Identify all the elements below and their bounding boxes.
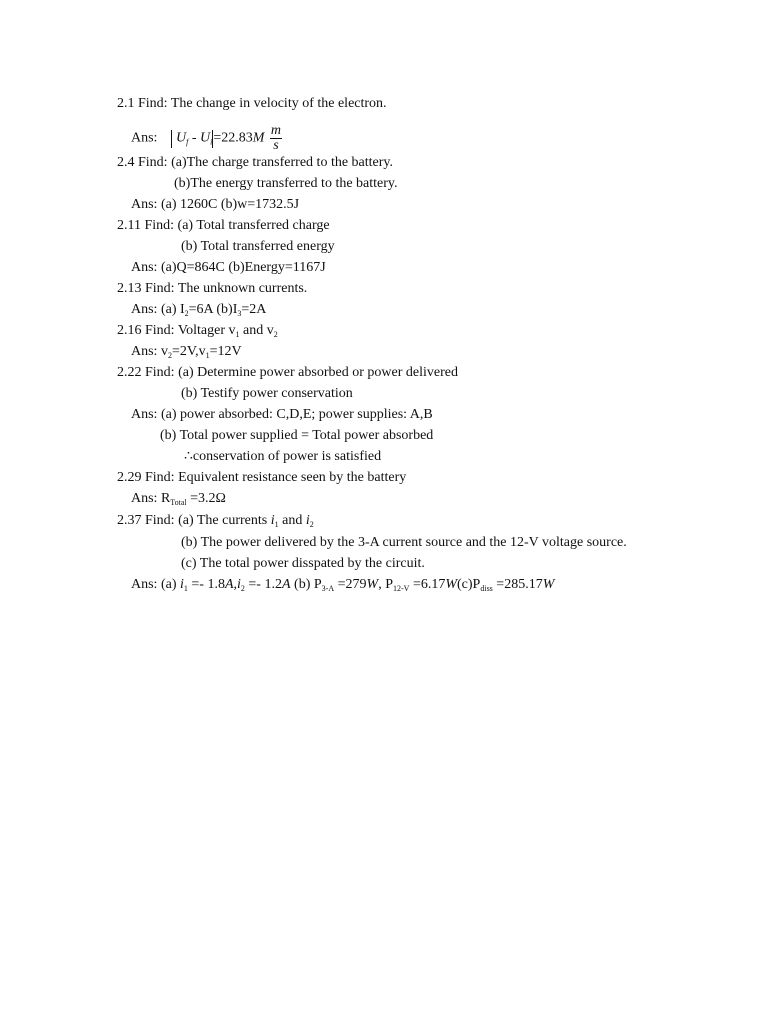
subscript: 1: [235, 330, 240, 339]
answer-text: Ans: (a) I: [131, 302, 185, 317]
velocity-final: U: [175, 130, 187, 146]
answer-text: Ans: v: [131, 344, 168, 359]
velocity-initial-sub: i: [210, 137, 213, 147]
answer-value: =285.17: [492, 577, 543, 592]
velocity-unit-fraction: [270, 124, 282, 153]
problem-2-13: 2.13 Find: The unknown currents.: [117, 281, 308, 296]
answer-2-22a: Ans: (a) power absorbed: C,D,E; power supplies: A,B: [131, 407, 433, 422]
answer-value: =6.17: [409, 577, 446, 592]
unit: W: [366, 577, 379, 592]
answer-2-16: [131, 344, 242, 360]
answer-text: =6A (b)I: [188, 302, 238, 317]
subscript: 2: [184, 309, 189, 318]
answer-value: =279: [334, 577, 367, 592]
velocity-value: =22.83: [213, 130, 253, 146]
current-symbol: i: [270, 513, 275, 528]
fraction-denominator: s: [273, 138, 279, 153]
problem-2-29: 2.29 Find: Equivalent resistance seen by the battery: [117, 470, 407, 485]
answer-text: =12V: [209, 344, 242, 359]
problem-text: 2.16 Find: Voltager v: [117, 323, 236, 338]
answer-text: =2A: [241, 302, 267, 317]
answer-text: Ans: (a): [131, 577, 180, 592]
separator: ,: [233, 577, 238, 592]
problem-2-1: 2.1 Find: The change in velocity of the electron.: [117, 96, 387, 111]
ans-label: Ans:: [131, 130, 158, 146]
answer-2-13: [131, 302, 266, 318]
unit: A: [281, 577, 291, 592]
unit: A: [224, 577, 234, 592]
current-symbol: i: [180, 577, 184, 592]
problem-2-22b: (b) Testify power conservation: [181, 386, 353, 401]
subscript: 3-A: [321, 584, 335, 593]
velocity-unit-prefix: M: [252, 130, 265, 146]
subscript: 1: [274, 520, 279, 529]
answer-text: Ans: R: [131, 491, 171, 506]
problem-2-11b: (b) Total transferred energy: [181, 239, 335, 254]
answer-text: (b) P: [290, 577, 322, 592]
velocity-final-sub: f: [186, 137, 189, 147]
problem-2-4b: (b)The energy transferred to the battery.: [174, 176, 398, 191]
answer-2-11: Ans: (a)Q=864C (b)Energy=1167J: [131, 260, 326, 275]
subscript: 3: [237, 309, 242, 318]
subscript: diss: [480, 584, 493, 593]
answer-text: =3.2Ω: [186, 491, 226, 506]
subscript: 2: [240, 584, 245, 593]
unit: W: [445, 577, 458, 592]
answer-2-29: [131, 491, 226, 507]
fraction-numerator: m: [270, 123, 282, 138]
answer-value: =- 1.2: [244, 577, 282, 592]
current-symbol: i: [305, 513, 310, 528]
answer-value: =- 1.8: [187, 577, 225, 592]
answer-text: (c)P: [457, 577, 481, 592]
problem-2-37b: (b) The power delivered by the 3-A current source and the 12-V voltage source.: [181, 535, 627, 550]
answer-2-4: Ans: (a) 1260C (b)w=1732.5J: [131, 197, 300, 212]
subscript: 2: [309, 520, 314, 529]
problem-text: and: [278, 513, 306, 528]
abs-bar-left: [171, 130, 172, 148]
subscript: 12-V: [392, 584, 410, 593]
problem-2-4a: 2.4 Find: (a)The charge transferred to the battery.: [117, 155, 394, 170]
answer-text: , P: [378, 577, 393, 592]
current-symbol: i: [237, 577, 241, 592]
problem-2-37a: [117, 513, 314, 529]
problem-2-11a: 2.11 Find: (a) Total transferred charge: [117, 218, 330, 233]
subscript: Total: [170, 498, 187, 507]
problem-2-22a: 2.22 Find: (a) Determine power absorbed or power delivered: [117, 365, 458, 380]
subscript: 2: [273, 330, 278, 339]
problem-text: 2.37 Find: (a) The currents: [117, 513, 271, 528]
problem-2-37c: (c) The total power disspated by the circuit.: [181, 556, 425, 571]
answer-2-1: [131, 124, 282, 153]
subscript: 1: [205, 351, 210, 360]
answer-text: =2V,v: [171, 344, 206, 359]
problem-text: and v: [239, 323, 274, 338]
subscript: 1: [183, 584, 188, 593]
subscript: 2: [167, 351, 172, 360]
minus-sign: -: [191, 130, 197, 146]
unit: W: [542, 577, 555, 592]
problem-2-16: [117, 323, 278, 339]
velocity-initial: U: [199, 130, 211, 146]
answer-2-22-conclusion: ∴conservation of power is satisfied: [184, 449, 382, 464]
answer-2-37: [131, 577, 554, 593]
answer-2-22b: (b) Total power supplied = Total power absorbed: [160, 428, 434, 443]
